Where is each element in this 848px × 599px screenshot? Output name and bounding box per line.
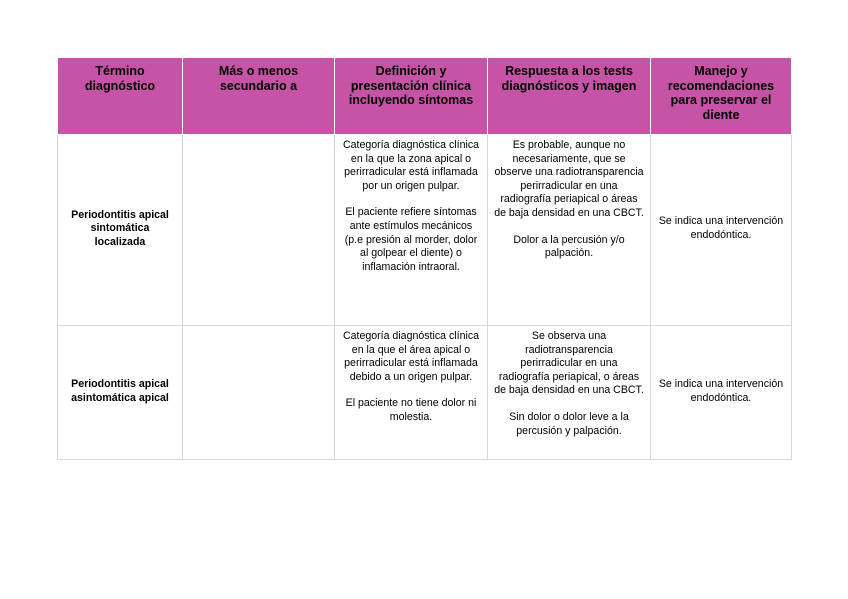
diagnosis-table	[57, 57, 792, 460]
term-cell: Periodontitis apical sintomática localizada	[58, 135, 183, 326]
header-response: Respuesta a los tests diagnósticos y imagen	[488, 58, 651, 135]
definition-text: Categoría diagnóstica clínica en la que el área apical o perirradicular está inflamada debido a un origen pulpar.	[342, 330, 480, 383]
definition-text: Categoría diagnóstica clínica en la que la zona apical o perirradicular está inflamada por un origen pulpar.	[342, 139, 480, 192]
management-cell: Se indica una intervención endodóntica.	[651, 135, 792, 326]
secondary-cell	[183, 326, 335, 460]
header-definition: Definición y presentación clínica incluyendo síntomas	[335, 58, 488, 135]
response-cell	[488, 326, 651, 460]
header-secondary: Más o menos secundario a	[183, 58, 335, 135]
header-row	[58, 58, 792, 135]
response-text: Es probable, aunque no necesariamente, que se observe una radiotransparencia perirradicular en una radiografía periapical o áreas de baja densidad en una CBCT.	[494, 139, 644, 219]
response-text: Dolor a la percusión y/o palpación.	[513, 233, 625, 260]
response-text: Se observa una radiotransparencia perirradicular en una radiografía periapical, o áreas de baja densidad en una CBCT.	[494, 330, 644, 397]
definition-text: El paciente no tiene dolor ni molestia.	[345, 397, 477, 423]
header-management: Manejo y recomendaciones para preservar el diente	[651, 58, 792, 135]
management-cell: Se indica una intervención endodóntica.	[651, 326, 792, 460]
response-cell	[488, 135, 651, 326]
table-header	[58, 58, 792, 135]
definition-cell	[335, 326, 488, 460]
header-term: Término diagnóstico	[58, 58, 183, 135]
secondary-cell	[183, 135, 335, 326]
table-row	[58, 135, 792, 326]
term-cell: Periodontitis apical asintomática apical	[58, 326, 183, 460]
response-text: Sin dolor o dolor leve a la percusión y palpación.	[509, 410, 629, 437]
definition-cell	[335, 135, 488, 326]
table-row	[58, 326, 792, 460]
definition-text: El paciente refiere síntomas ante estímulos mecánicos (p.e presión al morder, dolor al golpear el diente) o inflamación intraoral.	[344, 206, 478, 273]
